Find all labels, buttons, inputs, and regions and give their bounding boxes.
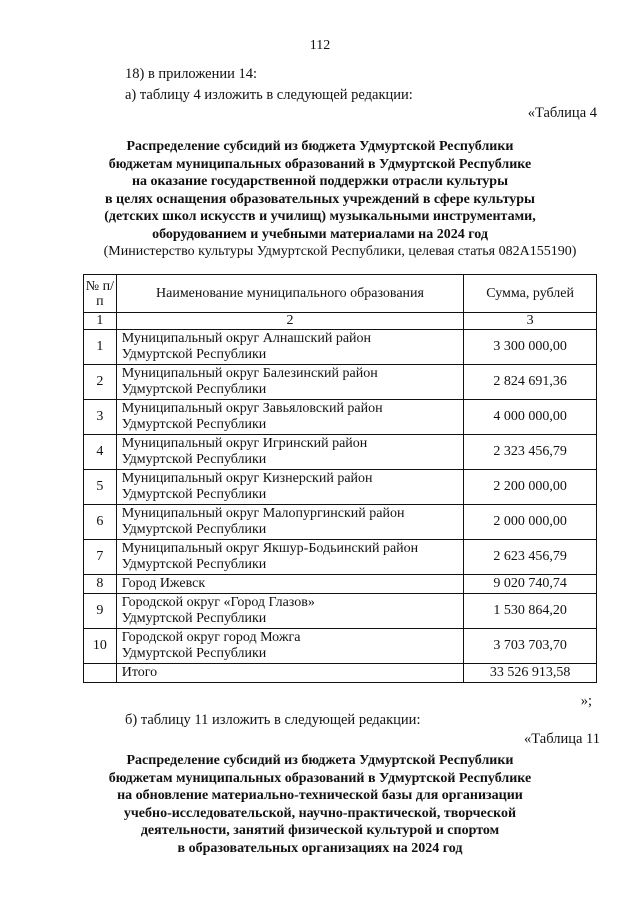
col-number: 3 bbox=[464, 313, 597, 330]
title-line: (детских школ искусств и училищ) музыкальными инструментами, bbox=[104, 209, 536, 224]
name-line: Удмуртской Республики bbox=[121, 347, 267, 362]
row-number: 2 bbox=[84, 365, 117, 400]
table-row bbox=[84, 575, 597, 594]
row-name bbox=[116, 470, 464, 505]
row-number: 5 bbox=[84, 470, 117, 505]
row-sum: 2 824 691,36 bbox=[464, 365, 597, 400]
row-name bbox=[116, 629, 464, 664]
title-line: на оказание государственной поддержки отрасли культуры bbox=[131, 174, 509, 189]
row-name bbox=[116, 540, 464, 575]
name-line: Городской округ город Можга bbox=[121, 630, 301, 645]
name-line: Городской округ «Город Глазов» bbox=[121, 595, 315, 610]
row-sum: 2 000 000,00 bbox=[464, 505, 597, 540]
table4-subtitle: (Министерство культуры Удмуртской Республики, целевая статья 082А155190) bbox=[103, 244, 577, 259]
row-number: 4 bbox=[84, 435, 117, 470]
name-line: Муниципальный округ Малопургинский район bbox=[121, 506, 405, 521]
intro-item: 18) в приложении 14: bbox=[125, 66, 258, 82]
row-sum: 1 530 864,20 bbox=[464, 594, 597, 629]
column-number-row bbox=[84, 313, 597, 330]
table4-close: »; bbox=[580, 693, 592, 709]
name-line: Муниципальный округ Якшур-Бодьинский район bbox=[121, 541, 419, 556]
table-header-row bbox=[84, 275, 597, 313]
row-name bbox=[116, 400, 464, 435]
row-number: 3 bbox=[84, 400, 117, 435]
subsidy-table bbox=[83, 274, 597, 683]
total-row bbox=[84, 664, 597, 683]
total-label: Итого bbox=[116, 664, 464, 683]
table-row bbox=[84, 594, 597, 629]
title-line: бюджетам муниципальных образований в Удмуртской Республике bbox=[108, 770, 532, 786]
row-number: 8 bbox=[84, 575, 117, 594]
title-line: Распределение субсидий из бюджета Удмуртской Республики bbox=[126, 753, 514, 768]
table4-title bbox=[70, 138, 570, 243]
name-line: Удмуртской Республики bbox=[121, 487, 267, 502]
name-line: Муниципальный округ Кизнерский район bbox=[121, 471, 373, 486]
row-sum: 3 300 000,00 bbox=[464, 330, 597, 365]
total-num-cell bbox=[84, 664, 117, 683]
table-row bbox=[84, 629, 597, 664]
title-line: на обновление материально-технической базы для организации bbox=[117, 788, 523, 803]
name-line: Удмуртской Республики bbox=[121, 646, 267, 661]
title-line: оборудованием и учебными материалами на 2024 год bbox=[152, 226, 488, 242]
table11-ref: «Таблица 11 bbox=[524, 731, 600, 747]
row-name bbox=[116, 505, 464, 540]
total-sum: 33 526 913,58 bbox=[464, 664, 597, 683]
title-line: бюджетам муниципальных образований в Удмуртской Республике bbox=[108, 156, 532, 172]
row-name bbox=[116, 594, 464, 629]
header-num: № п/п bbox=[84, 275, 117, 313]
intro-subitem-a: а) таблицу 4 изложить в следующей редакции: bbox=[125, 87, 413, 103]
title-line: учебно-исследовательской, научно-практической, творческой bbox=[123, 805, 517, 821]
row-number: 1 bbox=[84, 330, 117, 365]
name-line: Удмуртской Республики bbox=[121, 611, 267, 626]
table-row bbox=[84, 505, 597, 540]
name-line: Муниципальный округ Игринский район bbox=[121, 436, 368, 451]
table-row bbox=[84, 365, 597, 400]
col-number: 1 bbox=[84, 313, 117, 330]
table4-ref: «Таблица 4 bbox=[527, 105, 597, 121]
title-line: деятельности, занятий физической культурой и спортом bbox=[140, 823, 500, 838]
row-number: 9 bbox=[84, 594, 117, 629]
row-name bbox=[116, 330, 464, 365]
row-name: Город Ижевск bbox=[116, 575, 464, 594]
header-sum: Сумма, рублей bbox=[464, 275, 597, 313]
row-sum: 2 323 456,79 bbox=[464, 435, 597, 470]
table-row bbox=[84, 435, 597, 470]
subitem-b: б) таблицу 11 изложить в следующей редакции: bbox=[125, 712, 421, 728]
table11-title bbox=[70, 752, 570, 857]
row-number: 10 bbox=[84, 629, 117, 664]
title-line: в целях оснащения образовательных учреждений в сфере культуры bbox=[104, 191, 535, 207]
table-row bbox=[84, 540, 597, 575]
name-line: Удмуртской Республики bbox=[121, 557, 267, 572]
table-row bbox=[84, 330, 597, 365]
name-line: Удмуртской Республики bbox=[121, 382, 267, 397]
title-line: в образовательных организациях на 2024 год bbox=[177, 840, 463, 856]
col-number: 2 bbox=[116, 313, 464, 330]
name-line: Муниципальный округ Алнашский район bbox=[121, 331, 372, 346]
name-line: Муниципальный округ Балезинский район bbox=[121, 366, 378, 381]
row-name bbox=[116, 435, 464, 470]
title-line: Распределение субсидий из бюджета Удмуртской Республики bbox=[126, 139, 514, 154]
name-line: Удмуртской Республики bbox=[121, 522, 267, 537]
row-sum: 4 000 000,00 bbox=[464, 400, 597, 435]
name-line: Удмуртской Республики bbox=[121, 452, 267, 467]
row-sum: 9 020 740,74 bbox=[464, 575, 597, 594]
row-sum: 2 623 456,79 bbox=[464, 540, 597, 575]
row-sum: 3 703 703,70 bbox=[464, 629, 597, 664]
table-row bbox=[84, 470, 597, 505]
table-row bbox=[84, 400, 597, 435]
row-number: 7 bbox=[84, 540, 117, 575]
name-line: Удмуртской Республики bbox=[121, 417, 267, 432]
name-line: Муниципальный округ Завьяловский район bbox=[121, 401, 383, 416]
page-number: 112 bbox=[309, 38, 331, 53]
row-sum: 2 200 000,00 bbox=[464, 470, 597, 505]
row-number: 6 bbox=[84, 505, 117, 540]
header-name: Наименование муниципального образования bbox=[116, 275, 464, 313]
row-name bbox=[116, 365, 464, 400]
